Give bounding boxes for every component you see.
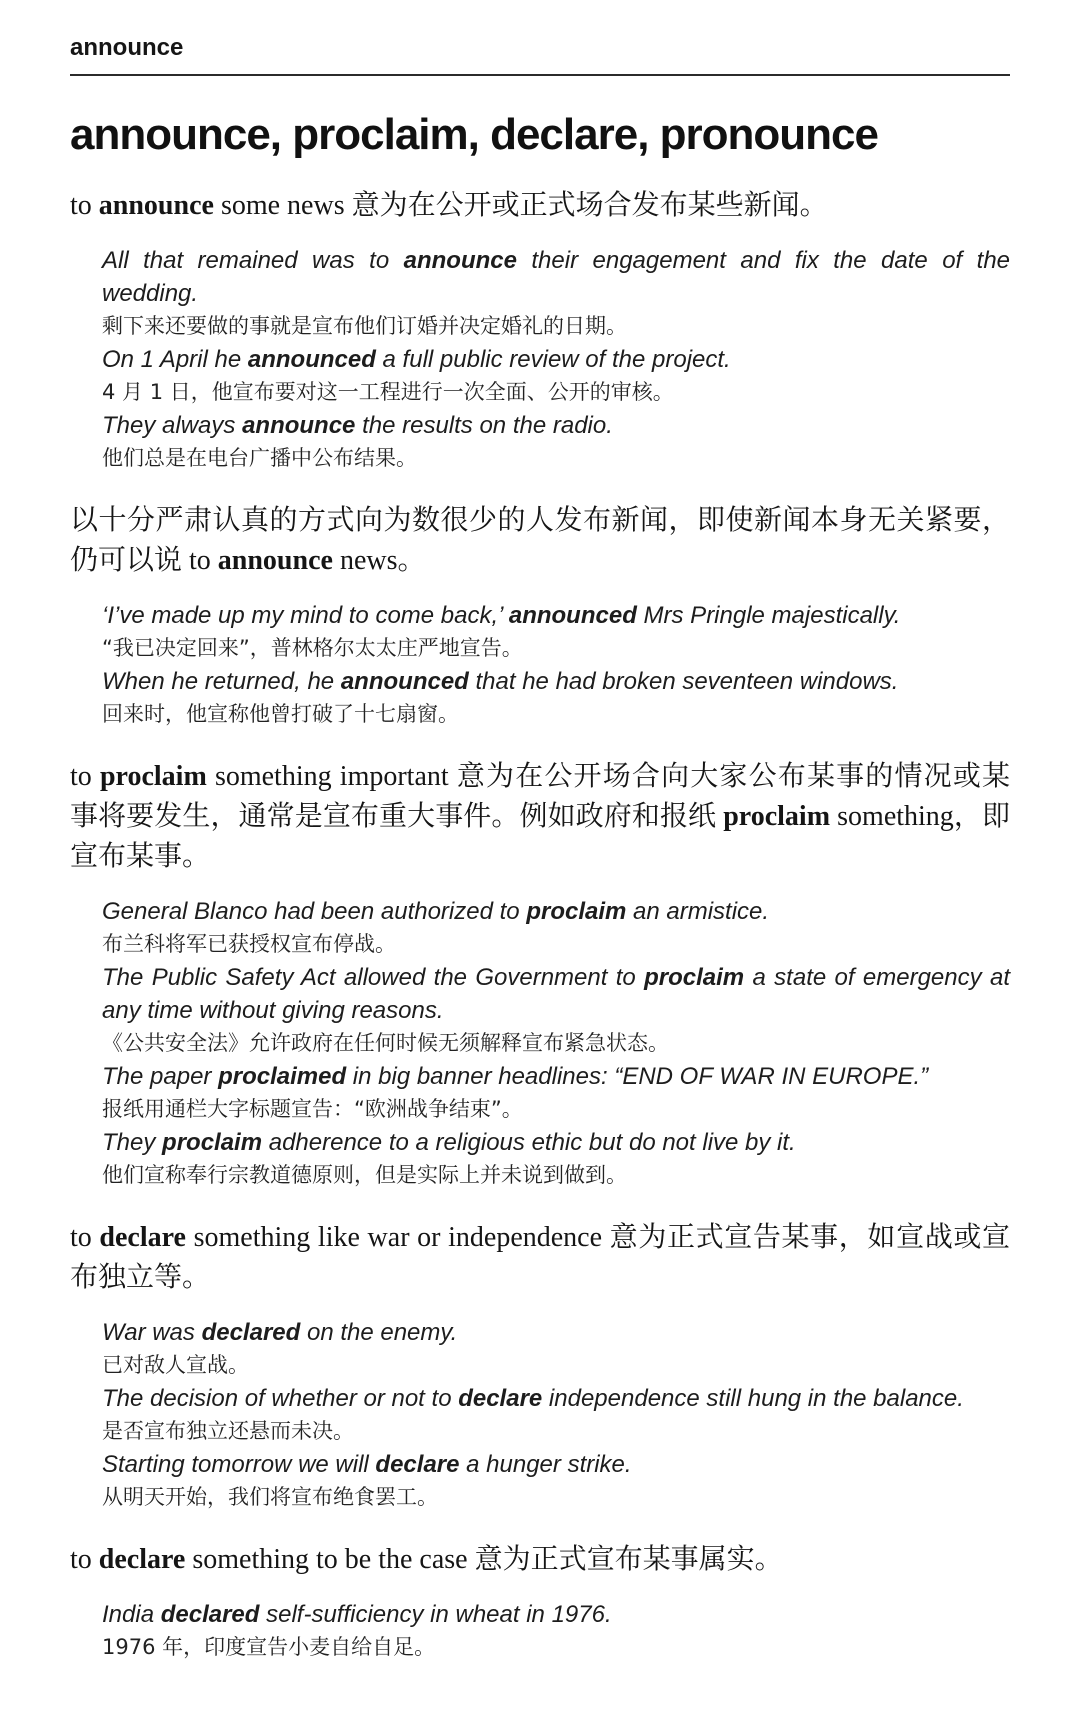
sense-definition xyxy=(70,186,1010,226)
example-item xyxy=(102,895,1010,961)
example-item xyxy=(102,1598,1010,1664)
example-item xyxy=(102,1448,1010,1514)
example-item xyxy=(102,1060,1010,1126)
example-english xyxy=(102,1316,1010,1349)
example-chinese: 4 月 1 日，他宣布要对这一工程进行一次全面、公开的审核。 xyxy=(102,380,674,404)
example-item xyxy=(102,343,1010,409)
example-english xyxy=(102,665,1010,698)
example-chinese: 他们总是在电台广播中公布结果。 xyxy=(102,446,417,470)
example-chinese: 1976 年，印度宣告小麦自给自足。 xyxy=(102,1635,436,1659)
example-english xyxy=(102,343,1010,376)
example-english xyxy=(102,961,1010,1027)
keyword-bold: announce xyxy=(242,412,356,439)
text-run: to xyxy=(70,1222,100,1253)
example-chinese: 是否宣布独立还悬而未决。 xyxy=(102,1419,354,1443)
keyword-bold: announced xyxy=(508,602,637,629)
text-run: to xyxy=(70,190,99,221)
keyword-bold: declare xyxy=(98,1544,186,1575)
text-run: The Public Safety Act allowed the Government to xyxy=(102,964,645,991)
text-run: a full public review of the project. xyxy=(375,346,731,373)
text-run: India xyxy=(102,1601,161,1628)
keyword-bold: announce xyxy=(217,545,333,576)
example-chinese: 报纸用通栏大字标题宣告：“欧洲战争结束”。 xyxy=(102,1097,523,1121)
text-run: All that remained was to xyxy=(102,247,404,274)
example-item xyxy=(102,1126,1010,1192)
sense-examples xyxy=(70,599,1010,731)
sense-definition xyxy=(70,757,1010,877)
text-run: The paper xyxy=(102,1063,219,1090)
sense-section xyxy=(70,1540,1010,1664)
text-run: They xyxy=(102,1129,163,1156)
example-english xyxy=(102,1382,1010,1415)
text-run: something to be the case 意为正式宣布某事属实。 xyxy=(185,1544,783,1575)
text-run: self-sufficiency in wheat in 1976. xyxy=(259,1601,612,1628)
text-run: to xyxy=(70,761,100,792)
keyword-bold: declare xyxy=(458,1385,543,1412)
sense-examples xyxy=(70,1598,1010,1664)
text-run: independence still hung in the balance. xyxy=(542,1385,964,1412)
text-run: a hunger strike. xyxy=(459,1451,632,1478)
keyword-bold: proclaim xyxy=(723,801,831,832)
text-run: adherence to a religious ethic but do not live by it. xyxy=(262,1129,796,1156)
text-run: something，即宣布某事。 xyxy=(70,801,1010,872)
example-item xyxy=(102,409,1010,475)
text-run: news。 xyxy=(332,545,426,576)
text-run: a state of emergency at any time without giving reasons. xyxy=(102,964,1010,1024)
text-run: On 1 April he xyxy=(102,346,248,373)
sense-definition xyxy=(70,1218,1010,1298)
example-english xyxy=(102,1060,1010,1093)
keyword-bold: proclaim xyxy=(162,1129,263,1156)
text-run: Starting tomorrow we will xyxy=(102,1451,376,1478)
text-run: in big banner headlines: “END OF WAR IN EUROPE.” xyxy=(346,1063,929,1090)
keyword-bold: announce xyxy=(98,190,214,221)
example-english xyxy=(102,1448,1010,1481)
text-run: ‘I’ve made up my mind to come back,’ xyxy=(102,602,509,629)
keyword-bold: announced xyxy=(340,668,469,695)
keyword-bold: announce xyxy=(403,247,517,274)
text-run: on the enemy. xyxy=(300,1319,458,1346)
keyword-bold: declare xyxy=(99,1222,186,1253)
text-run: General Blanco had been authorized to xyxy=(102,898,527,925)
example-chinese: 已对敌人宣战。 xyxy=(102,1353,249,1377)
keyword-bold: declare xyxy=(375,1451,460,1478)
keyword-bold: proclaim xyxy=(526,898,627,925)
text-run: Mrs Pringle majestically. xyxy=(636,602,901,629)
header-rule xyxy=(70,74,1010,76)
example-english xyxy=(102,409,1010,442)
text-run: War was xyxy=(102,1319,202,1346)
example-chinese: 他们宣称奉行宗教道德原则，但是实际上并未说到做到。 xyxy=(102,1163,627,1187)
example-english xyxy=(102,1598,1010,1631)
example-chinese: 布兰科将军已获授权宣布停战。 xyxy=(102,932,396,956)
running-head: announce xyxy=(70,34,184,61)
example-chinese: “我已决定回来”，普林格尔太太庄严地宣告。 xyxy=(102,636,523,660)
sense-section xyxy=(70,1218,1010,1514)
keyword-bold: declared xyxy=(160,1601,260,1628)
text-run: their engagement and fix the date of the wedding. xyxy=(102,247,1011,307)
example-item xyxy=(102,1382,1010,1448)
example-english xyxy=(102,1126,1010,1159)
example-english xyxy=(102,895,1010,928)
sense-section xyxy=(70,501,1010,731)
example-chinese: 从明天开始，我们将宣布绝食罢工。 xyxy=(102,1485,438,1509)
keyword-bold: announced xyxy=(247,346,376,373)
keyword-bold: proclaim xyxy=(644,964,745,991)
text-run: something like war or independence 意为正式宣告某事，如宣战或宣布独立等。 xyxy=(70,1222,1010,1293)
example-chinese: 《公共安全法》允许政府在任何时候无须解释宣布紧急状态。 xyxy=(102,1031,669,1055)
text-run: some news 意为在公开或正式场合发布某些新闻。 xyxy=(213,190,828,221)
keyword-bold: declared xyxy=(201,1319,301,1346)
sense-definition xyxy=(70,1540,1010,1580)
keyword-bold: proclaimed xyxy=(218,1063,347,1090)
text-run: something important 意为在公开场合向大家公布某事的情况或某事将要发生，通常是宣布重大事件。例如政府和报纸 xyxy=(70,761,1010,832)
keyword-bold: proclaim xyxy=(99,761,207,792)
text-run: 以十分严肃认真的方式向为数很少的人发布新闻，即使新闻本身无关紧要，仍可以说 to xyxy=(70,505,1010,576)
example-item xyxy=(102,961,1010,1060)
example-english xyxy=(102,599,1010,632)
sense-examples xyxy=(70,895,1010,1192)
page-header xyxy=(70,34,1010,76)
entry-body xyxy=(70,186,1010,1664)
text-run: to xyxy=(70,1544,99,1575)
example-item xyxy=(102,244,1010,343)
entry-title: announce, proclaim, declare, pronounce xyxy=(70,110,878,159)
example-item xyxy=(102,599,1010,665)
text-run: an armistice. xyxy=(626,898,770,925)
text-run: that he had broken seventeen windows. xyxy=(468,668,899,695)
example-item xyxy=(102,1316,1010,1382)
sense-examples xyxy=(70,244,1010,475)
example-chinese: 回来时，他宣称他曾打破了十七扇窗。 xyxy=(102,702,459,726)
example-item xyxy=(102,665,1010,731)
text-run: the results on the radio. xyxy=(355,412,613,439)
text-run: When he returned, he xyxy=(102,668,341,695)
sense-definition xyxy=(70,501,1010,581)
sense-section xyxy=(70,186,1010,475)
example-chinese: 剩下来还要做的事就是宣布他们订婚并决定婚礼的日期。 xyxy=(102,314,627,338)
sense-examples xyxy=(70,1316,1010,1514)
sense-section xyxy=(70,757,1010,1192)
text-run: The decision of whether or not to xyxy=(102,1385,459,1412)
example-english xyxy=(102,244,1010,310)
text-run: They always xyxy=(102,412,243,439)
